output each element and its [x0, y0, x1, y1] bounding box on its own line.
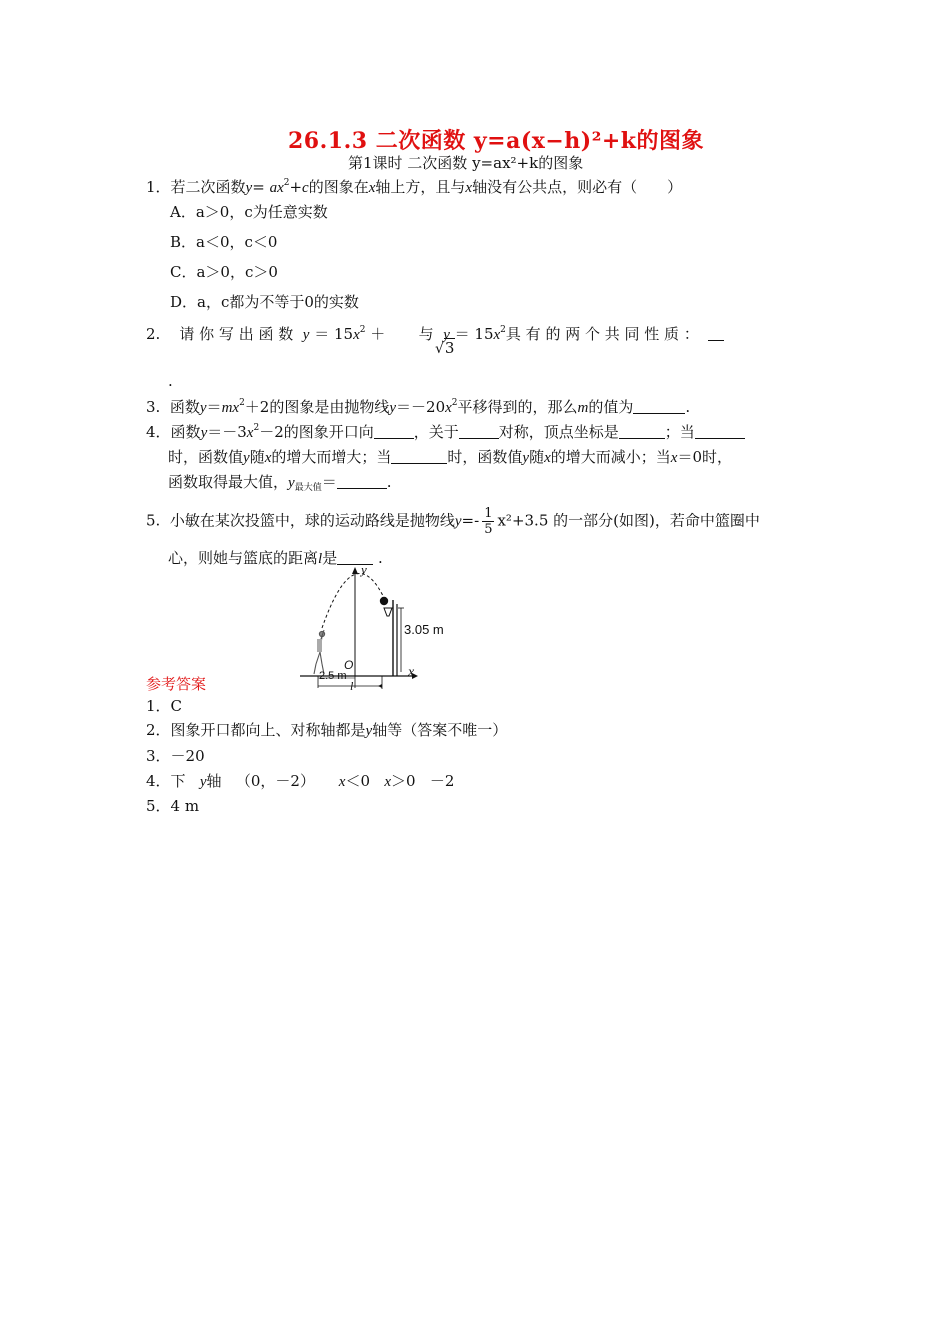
q4-line2-b: 随: [249, 448, 265, 466]
page-subtitle: 第1课时 二次函数 y=ax²+k的图象: [348, 154, 584, 172]
q3-text-c: 平移得到的，那么: [457, 398, 578, 416]
q5-frac-den: 5: [484, 522, 493, 537]
player-figure: [314, 630, 325, 674]
q4-blank-opening[interactable]: [374, 423, 414, 439]
q4-line1-b: 的图象开口向: [283, 423, 374, 441]
q4-blank-max[interactable]: [337, 473, 387, 489]
q4-line1-a: 函数: [170, 423, 201, 441]
q4-line2-f: 的增大而减小；当: [550, 448, 671, 466]
distance-label: 2.5 m: [319, 670, 347, 682]
q5-line2-a: 心，则她与篮底的距离: [168, 549, 319, 567]
page-title: 26.1.3 二次函数 y=a(x−h)²+k的图象: [288, 128, 705, 154]
q2-text-c: 具 有 的 两 个 共 同 性 质 ：: [505, 325, 699, 343]
a4-part-a: 4．下: [146, 772, 186, 790]
y-axis-label: y: [361, 562, 367, 577]
q1-option-b: B．a＜0，c＜0: [170, 233, 278, 251]
q4-number: 4．: [146, 423, 171, 441]
q3-number: 3.: [146, 398, 161, 416]
ball-trajectory: [322, 573, 386, 628]
origin-label: O: [344, 658, 354, 672]
a4-part-e: ＞0: [391, 772, 416, 790]
q5-answer-blank[interactable]: [337, 549, 373, 565]
basketball: [380, 597, 388, 605]
answer-4: 4．下 y轴 （0，－2） x＜0 x＞0 －2: [146, 772, 455, 790]
answer-3: 3．－20: [146, 747, 205, 765]
question-4-line-3: 函数取得最大值，$y_{最大值}=$ .: [168, 473, 392, 493]
q5-tail: .: [377, 549, 383, 567]
answer-5: 5．4 m: [146, 797, 200, 815]
question-2: 2. 请 你 写 出 函 数 $y = 15x^2$ ＋ 与 $y = 15x^2$具 有 的 两 个 共 同 性 质 ：: [146, 323, 724, 346]
q2-text-a: 请 你 写 出 函 数: [179, 325, 294, 343]
answer-1: 1．C: [146, 697, 183, 715]
q4-blank-axis[interactable]: [459, 423, 499, 439]
q3-tail: .: [685, 398, 691, 416]
q2-text-b: 与: [418, 325, 434, 343]
a4-part-d: ＜0: [345, 772, 371, 790]
q4-blank-range-1[interactable]: [695, 423, 745, 439]
q1-option-a: A．a＞0，c为任意实数: [170, 203, 328, 221]
q4-line2-c: 的增大而增大；当: [271, 448, 392, 466]
q3-text-a: 函数: [169, 398, 200, 416]
q5-frac-num: 1: [484, 506, 493, 521]
a2-text-a: 2．图象开口都向上、对称轴都是: [146, 721, 366, 739]
q1-stem-b: 的图象在: [308, 178, 369, 196]
q4-line2-g: ＝0时，: [677, 448, 732, 466]
q4-line3-b: ＝: [321, 473, 337, 491]
q2-sqrt: √3: [435, 339, 455, 357]
a4-part-f: －2: [429, 772, 455, 790]
q4-line1-d: 对称，顶点坐标是: [498, 423, 619, 441]
y-axis-arrow: [352, 567, 358, 574]
x-axis-label: x: [408, 665, 415, 680]
q2-sqrt-value: 3: [444, 339, 455, 357]
q2-answer-blank[interactable]: [708, 325, 724, 341]
a4-part-c: （0，－2）: [235, 772, 315, 790]
q5-line1-a: 小敏在某次投篮中，球的运动路线是抛物线: [169, 511, 455, 530]
q4-line2-d: 时，函数值: [447, 448, 523, 466]
q5-line1-b: x²+3.5 的一部分(如图)，若命中篮圈中: [497, 511, 760, 530]
q2-tail: .: [168, 372, 173, 390]
q4-tail: .: [386, 473, 392, 491]
q3-answer-blank[interactable]: [633, 398, 685, 414]
a4-part-b: 轴: [206, 772, 222, 790]
q1-stem-c: 轴上方，且与: [375, 178, 466, 196]
l-label: l: [350, 679, 354, 693]
q1-option-c: C．a＞0，c＞0: [170, 263, 278, 281]
question-5-line-2: 心，则她与篮底的距离l是 .: [168, 549, 383, 567]
q4-blank-range-2[interactable]: [391, 448, 447, 464]
q4-line3-a: 函数取得最大值，: [168, 473, 289, 491]
question-4-line-1: 4．函数$y=-3x^2-2$的图象开口向 ，关于 对称，顶点坐标是 ；当: [146, 421, 745, 444]
answer-2: 2．图象开口都向上、对称轴都是y轴等（答案不唯一）: [146, 721, 508, 739]
q5-fraction: [482, 506, 494, 537]
q4-line1-e: ；当: [664, 423, 695, 441]
q1-stem-d: 轴没有公共点，则必有（ ）: [472, 178, 683, 196]
q3-text-b: 的图象是由抛物线: [269, 398, 390, 416]
question-1-stem: 1．若二次函数$y= ax^2+c$的图象在x轴上方，且与x轴没有公共点，则必有（ ）: [146, 178, 683, 196]
q4-line2-a: 时，函数值: [168, 448, 244, 466]
question-5-line-1: 5. 小敏在某次投篮中，球的运动路线是抛物线y=- $\frac{1}{5}$ x²+3.5 的一部分(如图)，若命中篮圈中: [146, 506, 760, 537]
q2-number: 2.: [146, 325, 161, 343]
question-4-line-2: 时，函数值y随x的增大而增大；当 时，函数值y随x的增大而减小；当x＝0时，: [168, 448, 732, 466]
a2-text-b: 轴等（答案不唯一）: [372, 721, 508, 739]
question-3: 3. 函数$y=mx^2+2$的图象是由抛物线$y=-20x^2$平移得到的，那么m的值为 .: [146, 398, 691, 416]
q3-text-d: 的值为: [588, 398, 634, 416]
answers-title: 参考答案: [146, 675, 207, 693]
q1-stem-a: 1．若二次函数: [146, 178, 246, 196]
hoop-net: [384, 608, 392, 616]
q5-number: 5.: [146, 511, 161, 530]
basketball-figure: [300, 562, 444, 700]
q1-option-d: D．a，c都为不等于0的实数: [170, 293, 359, 311]
q5-line2-b: 是: [322, 549, 338, 567]
q4-line2-e: 随: [529, 448, 545, 466]
height-label: 3.05 m: [404, 622, 444, 637]
q4-line3-sub: 最大值: [294, 483, 322, 493]
q4-blank-vertex[interactable]: [619, 423, 665, 439]
q4-line1-c: ，关于: [413, 423, 459, 441]
